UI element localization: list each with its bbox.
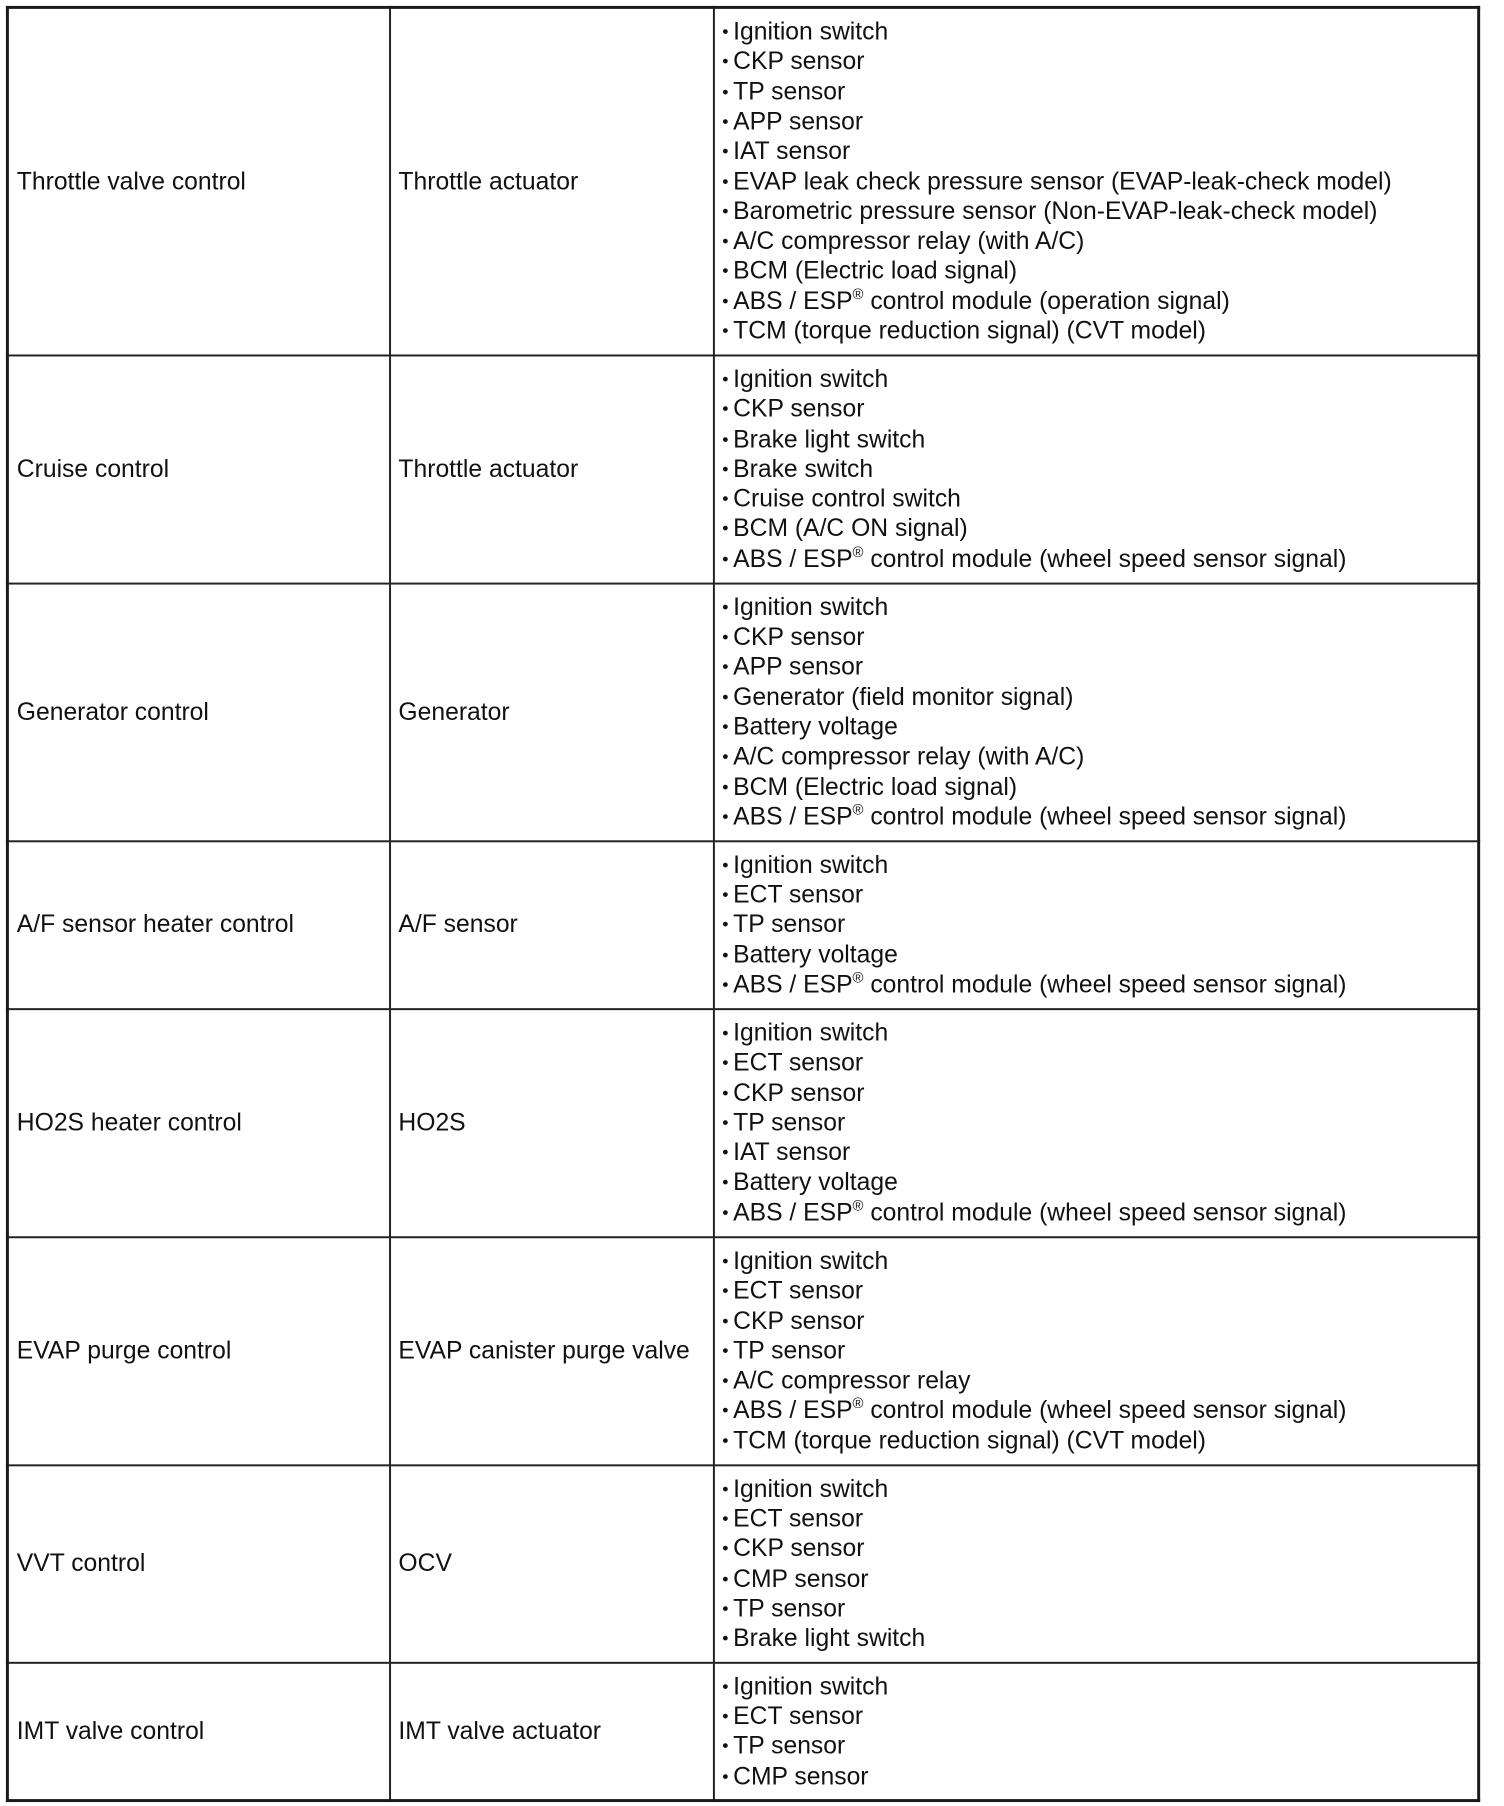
list-item — [722, 1623, 1477, 1653]
bullet-icon: • — [722, 1052, 729, 1073]
input-signal-text: control module (wheel speed sensor signal) — [863, 1198, 1347, 1227]
list-item — [722, 940, 1477, 970]
bullet-icon: • — [722, 686, 729, 707]
list-item — [722, 1594, 1477, 1624]
input-signals-cell — [713, 1465, 1478, 1662]
control-function-cell: HO2S heater control — [7, 1009, 389, 1237]
input-signal-text: control module (wheel speed sensor signal) — [863, 544, 1347, 573]
input-signal-text: Ignition switch — [733, 365, 889, 393]
input-signal-text: control module (wheel speed sensor signal) — [863, 802, 1347, 831]
control-function-cell: Cruise control — [7, 355, 389, 583]
control-function-cell: Generator control — [7, 583, 389, 841]
input-signal-text: Battery voltage — [733, 940, 898, 969]
input-signal-text: CKP sensor — [733, 623, 865, 651]
input-signal-text: control module (wheel speed sensor signal) — [863, 970, 1347, 999]
input-signal-text: BCM (A/C ON signal) — [733, 514, 968, 543]
table-row — [7, 1465, 1478, 1662]
bullet-icon: • — [722, 776, 729, 797]
input-signals-cell — [713, 355, 1478, 583]
input-signal-text: BCM (Electric load signal) — [733, 772, 1018, 801]
input-signal-text: control module (wheel speed sensor signal) — [863, 1396, 1347, 1425]
input-signal-text: BCM (Electric load signal) — [733, 257, 1018, 285]
input-signal-text: Ignition switch — [733, 593, 889, 621]
control-function-cell: IMT valve control — [7, 1662, 389, 1800]
list-item — [722, 652, 1477, 682]
list-item — [722, 1276, 1477, 1306]
bullet-icon: • — [722, 1628, 729, 1649]
bullet-icon: • — [722, 81, 729, 102]
bullet-icon: • — [722, 548, 729, 569]
list-item — [722, 1426, 1477, 1456]
bullet-icon: • — [722, 597, 729, 617]
input-signals-cell — [713, 7, 1478, 355]
list-item — [722, 742, 1477, 772]
input-signal-text: ABS / ESP — [733, 802, 853, 831]
input-signal-text: APP sensor — [733, 107, 864, 136]
input-signal-text: TP sensor — [733, 1108, 846, 1137]
bullet-icon: • — [722, 291, 729, 311]
actuator-cell: Generator — [390, 583, 714, 841]
bullet-icon: • — [722, 51, 729, 72]
list-item — [722, 1534, 1477, 1564]
list-item — [722, 454, 1477, 484]
input-signal-text: A/C compressor relay (with A/C) — [733, 227, 1085, 255]
list-item — [722, 622, 1477, 652]
input-signal-list — [722, 850, 1477, 1000]
list-item — [722, 226, 1477, 256]
input-signal-text: TCM (torque reduction signal) (CVT model) — [733, 1426, 1207, 1455]
registered-mark: ® — [852, 801, 864, 819]
list-item — [722, 1018, 1477, 1048]
bullet-icon: • — [722, 518, 729, 539]
list-item — [722, 1168, 1477, 1198]
list-item — [722, 880, 1477, 910]
list-item — [722, 1078, 1477, 1108]
input-signal-text: Battery voltage — [733, 1168, 898, 1197]
bullet-icon: • — [722, 944, 729, 965]
list-item — [722, 166, 1477, 196]
bullet-icon: • — [722, 1706, 729, 1726]
list-item — [722, 1306, 1477, 1336]
list-item — [722, 910, 1477, 940]
bullet-icon: • — [722, 1400, 729, 1421]
list-item — [722, 1366, 1477, 1396]
bullet-icon: • — [722, 1202, 729, 1223]
list-item — [722, 484, 1477, 514]
input-signal-text: ABS / ESP — [733, 544, 853, 573]
list-item — [722, 1138, 1477, 1168]
registered-mark: ® — [852, 286, 864, 303]
bullet-icon: • — [722, 1508, 729, 1529]
input-signal-list — [722, 17, 1477, 346]
list-item — [722, 682, 1477, 712]
table-row — [7, 1009, 1478, 1237]
registered-mark: ® — [852, 543, 864, 561]
list-item — [722, 316, 1477, 346]
bullet-icon: • — [722, 746, 729, 767]
bullet-icon: • — [722, 21, 729, 42]
bullet-icon: • — [722, 399, 729, 419]
input-signal-text: CKP sensor — [733, 47, 865, 76]
bullet-icon: • — [722, 171, 729, 192]
input-signals-cell — [713, 841, 1478, 1009]
list-item — [722, 1504, 1477, 1534]
table-row — [7, 7, 1478, 355]
input-signal-text: Ignition switch — [733, 1018, 889, 1047]
list-item — [722, 850, 1477, 880]
input-signal-list — [722, 1671, 1477, 1791]
bullet-icon: • — [722, 1736, 729, 1756]
bullet-icon: • — [722, 1310, 729, 1331]
bullet-icon: • — [722, 1676, 729, 1697]
list-item — [722, 107, 1477, 137]
input-signal-text: Ignition switch — [733, 1672, 889, 1701]
list-item — [722, 970, 1477, 1000]
list-item — [722, 424, 1477, 454]
list-item — [722, 802, 1477, 832]
list-item — [722, 256, 1477, 286]
actuator-cell: Throttle actuator — [390, 355, 714, 583]
control-function-cell: Throttle valve control — [7, 7, 389, 355]
input-signal-list — [722, 1474, 1477, 1653]
bullet-icon: • — [722, 458, 729, 479]
input-signal-text: IAT sensor — [733, 1138, 851, 1167]
bullet-icon: • — [722, 716, 729, 737]
input-signal-text: Barometric pressure sensor (Non-EVAP-leak-check model) — [733, 197, 1378, 226]
input-signal-text: Brake light switch — [733, 1624, 926, 1653]
table-row — [7, 1662, 1478, 1800]
list-item — [722, 17, 1477, 47]
list-item — [722, 514, 1477, 544]
list-item — [722, 1197, 1477, 1227]
list-item — [722, 47, 1477, 77]
control-system-table — [6, 6, 1480, 1802]
input-signal-text: TP sensor — [733, 1732, 846, 1760]
input-signal-text: ABS / ESP — [733, 287, 853, 315]
list-item — [722, 544, 1477, 574]
list-item — [722, 712, 1477, 742]
bullet-icon: • — [722, 1022, 729, 1043]
input-signal-text: CKP sensor — [733, 1078, 865, 1107]
bullet-icon: • — [722, 974, 729, 995]
table-row — [7, 841, 1478, 1009]
input-signal-text: ABS / ESP — [733, 1198, 853, 1227]
bullet-icon: • — [722, 1478, 729, 1499]
input-signal-text: Generator (field monitor signal) — [733, 683, 1074, 711]
bullet-icon: • — [722, 231, 729, 251]
list-item — [722, 1048, 1477, 1078]
control-function-cell: VVT control — [7, 1465, 389, 1662]
bullet-icon: • — [722, 627, 729, 647]
list-item — [722, 772, 1477, 802]
input-signal-text: ABS / ESP — [733, 970, 853, 999]
input-signal-list — [722, 1018, 1477, 1227]
table-row — [7, 355, 1478, 583]
bullet-icon: • — [722, 1172, 729, 1193]
list-item — [722, 1246, 1477, 1276]
input-signal-text: CMP sensor — [733, 1564, 869, 1593]
list-item — [722, 1564, 1477, 1594]
bullet-icon: • — [722, 1430, 729, 1451]
list-item — [722, 77, 1477, 107]
control-function-cell: A/F sensor heater control — [7, 841, 389, 1009]
bullet-icon: • — [722, 111, 729, 132]
list-item — [722, 592, 1477, 622]
list-item — [722, 1731, 1477, 1761]
actuator-cell: A/F sensor — [390, 841, 714, 1009]
bullet-icon: • — [722, 1082, 729, 1103]
bullet-icon: • — [722, 1538, 729, 1559]
input-signal-text: ECT sensor — [733, 1276, 864, 1305]
table-body — [7, 7, 1478, 1800]
input-signal-text: Brake light switch — [733, 425, 926, 453]
bullet-icon: • — [722, 320, 729, 341]
bullet-icon: • — [722, 261, 729, 281]
input-signal-text: Brake switch — [733, 455, 874, 483]
input-signal-text: EVAP leak check pressure sensor (EVAP-leak-check model) — [733, 167, 1392, 196]
input-signal-text: ABS / ESP — [733, 1396, 853, 1425]
registered-mark: ® — [852, 969, 864, 987]
input-signal-text: IAT sensor — [733, 137, 851, 166]
input-signal-text: A/C compressor relay (with A/C) — [733, 742, 1085, 771]
input-signal-text: Battery voltage — [733, 712, 898, 741]
actuator-cell: EVAP canister purge valve — [390, 1237, 714, 1465]
table-row — [7, 583, 1478, 841]
input-signal-text: TP sensor — [733, 910, 846, 939]
input-signal-list — [722, 1246, 1477, 1455]
bullet-icon: • — [722, 1340, 729, 1361]
bullet-icon: • — [722, 369, 729, 389]
table-row — [7, 1237, 1478, 1465]
bullet-icon: • — [722, 914, 729, 935]
bullet-icon: • — [722, 854, 729, 875]
bullet-icon: • — [722, 429, 729, 449]
input-signal-text: ECT sensor — [733, 1702, 864, 1730]
input-signal-text: A/C compressor relay — [733, 1366, 971, 1395]
bullet-icon: • — [722, 1251, 729, 1271]
list-item — [722, 196, 1477, 226]
input-signals-cell — [713, 1009, 1478, 1237]
registered-mark: ® — [852, 1395, 864, 1413]
list-item — [722, 1761, 1477, 1791]
list-item — [722, 137, 1477, 167]
bullet-icon: • — [722, 1370, 729, 1391]
bullet-icon: • — [722, 1568, 729, 1589]
input-signals-cell — [713, 1662, 1478, 1800]
bullet-icon: • — [722, 1598, 729, 1619]
input-signal-text: Ignition switch — [733, 1474, 889, 1503]
input-signal-text: CMP sensor — [733, 1762, 869, 1790]
input-signal-text: TP sensor — [733, 1336, 846, 1365]
input-signal-text: Ignition switch — [733, 17, 889, 46]
input-signal-text: TCM (torque reduction signal) (CVT model) — [733, 317, 1207, 345]
list-item — [722, 394, 1477, 424]
input-signal-text: CKP sensor — [733, 1534, 865, 1563]
input-signal-text: ECT sensor — [733, 1504, 864, 1533]
actuator-cell: OCV — [390, 1465, 714, 1662]
input-signal-text: CKP sensor — [733, 1306, 865, 1335]
bullet-icon: • — [722, 1112, 729, 1133]
list-item — [722, 1474, 1477, 1504]
list-item — [722, 364, 1477, 394]
input-signal-list — [722, 364, 1477, 573]
list-item — [722, 1108, 1477, 1138]
input-signal-list — [722, 592, 1477, 831]
bullet-icon: • — [722, 141, 729, 162]
input-signals-cell — [713, 583, 1478, 841]
control-function-cell: EVAP purge control — [7, 1237, 389, 1465]
actuator-cell: HO2S — [390, 1009, 714, 1237]
input-signal-text: Ignition switch — [733, 1247, 889, 1275]
input-signal-text: CKP sensor — [733, 395, 865, 423]
list-item — [722, 1396, 1477, 1426]
bullet-icon: • — [722, 201, 729, 222]
input-signal-text: Cruise control switch — [733, 484, 961, 513]
actuator-cell: IMT valve actuator — [390, 1662, 714, 1800]
input-signal-text: control module (operation signal) — [863, 287, 1230, 315]
bullet-icon: • — [722, 488, 729, 509]
registered-mark: ® — [852, 1197, 864, 1215]
list-item — [722, 286, 1477, 316]
actuator-cell: Throttle actuator — [390, 7, 714, 355]
input-signal-text: TP sensor — [733, 77, 846, 106]
input-signal-text: APP sensor — [733, 653, 864, 681]
input-signals-cell — [713, 1237, 1478, 1465]
input-signal-text: ECT sensor — [733, 1048, 864, 1077]
list-item — [722, 1671, 1477, 1701]
input-signal-text: Ignition switch — [733, 850, 889, 879]
bullet-icon: • — [722, 884, 729, 905]
bullet-icon: • — [722, 1142, 729, 1163]
input-signal-text: TP sensor — [733, 1594, 846, 1623]
bullet-icon: • — [722, 657, 729, 677]
input-signal-text: ECT sensor — [733, 880, 864, 909]
bullet-icon: • — [722, 806, 729, 827]
bullet-icon: • — [722, 1766, 729, 1786]
bullet-icon: • — [722, 1280, 729, 1301]
list-item — [722, 1336, 1477, 1366]
list-item — [722, 1701, 1477, 1731]
